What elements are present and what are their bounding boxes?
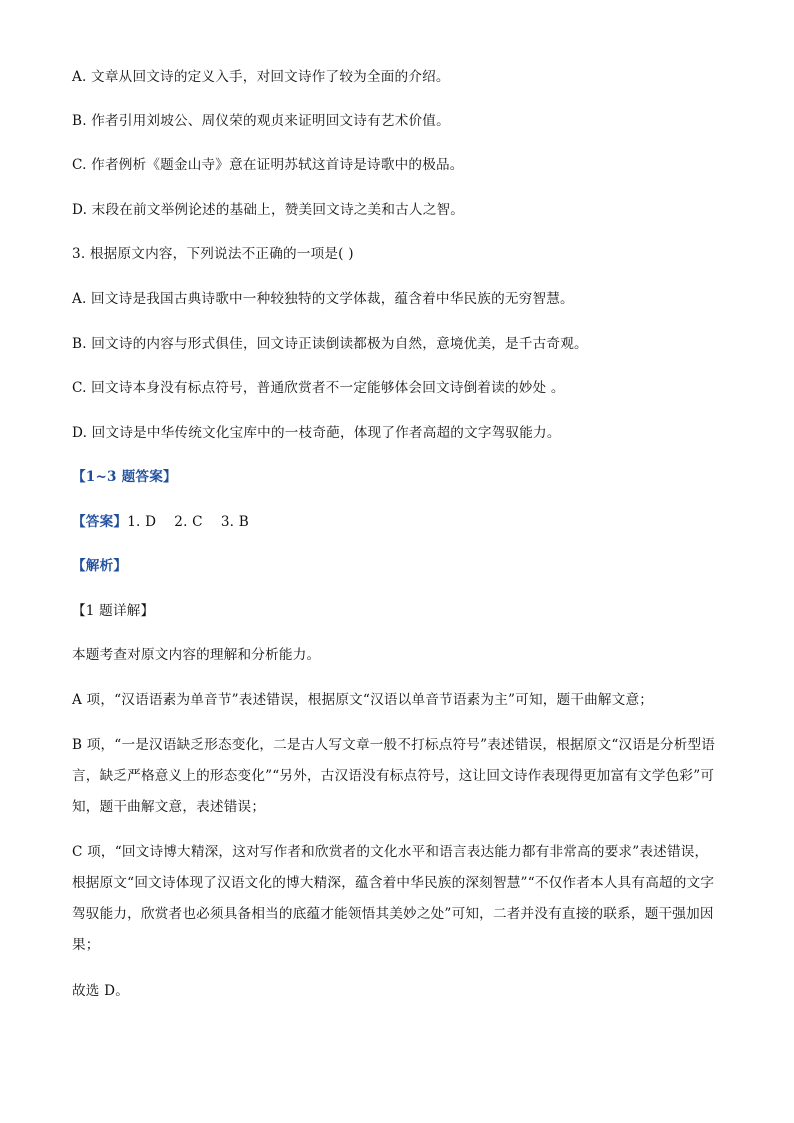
answer-values: 1. D 2. C 3. B — [127, 514, 249, 530]
q3-option-b: B. 回文诗的内容与形式俱佳，回文诗正读倒读都极为自然，意境优美，是千古奇观。 — [72, 336, 588, 352]
q2-option-c: C. 作者例析《题金山寺》意在证明苏轼这首诗是诗歌中的极品。 — [72, 157, 464, 173]
q2-option-a: A. 文章从回文诗的定义入手，对回文诗作了较为全面的介绍。 — [72, 69, 450, 85]
answer-line — [72, 512, 722, 532]
q2-option-b: B. 作者引用刘坡公、周仪荣的观贞来证明回文诗有艺术价值。 — [72, 113, 450, 129]
analysis-title: 【解析】 — [72, 558, 128, 574]
answer-section-title: 【1~3 题答案】 — [72, 469, 177, 485]
answer-label: 【答案】 — [72, 514, 128, 530]
analysis-item-a: A 项，“汉语语素为单音节”表述错误，根据原文“汉语以单音节语素为主”可知，题干曲解文意； — [72, 692, 654, 708]
q3-option-a: A. 回文诗是我国古典诗歌中一种较独特的文学体裁，蕴含着中华民族的无穷智慧。 — [72, 291, 574, 307]
q3-option-c: C. 回文诗本身没有标点符号，普通欣赏者不一定能够体会回文诗倒着读的妙处 。 — [72, 380, 565, 396]
q3-option-d: D. 回文诗是中华传统文化宝库中的一枝奇葩，体现了作者高超的文字驾驭能力。 — [72, 425, 561, 441]
analysis-conclusion: 故选 D。 — [72, 983, 130, 999]
detail-title: 【1 题详解】 — [72, 603, 155, 619]
analysis-item-b: B 项，“一是汉语缺乏形态变化，二是古人写文章一般不打标点符号”表述错误，根据原文“汉语是分析型语言，缺乏严格意义上的形态变化”“另外，古汉语没有标点符号，这让回文诗作表现得更加富有文学色彩”可知，题干曲解文意，表述错误； — [72, 737, 716, 815]
q2-option-d: D. 末段在前文举例论述的基础上，赞美回文诗之美和古人之智。 — [72, 202, 465, 218]
analysis-item-c: C 项，“回文诗博大精深，这对写作者和欣赏者的文化水平和语言表达能力都有非常高的要求”表述错误，根据原文“回文诗体现了汉语文化的博大精深，蕴含着中华民族的深刻智慧”“不仅作者本人具有高超的文字驾驭能力，欣赏者也必须具备相当的底蕴才能领悟其美妙之处”可知，二者并没有直接的联系，题干强加因果； — [72, 844, 715, 953]
q3-stem: 3. 根据原文内容，下列说法不正确的一项是( ) — [72, 246, 354, 262]
analysis-intro: 本题考查对原文内容的理解和分析能力。 — [72, 647, 321, 663]
